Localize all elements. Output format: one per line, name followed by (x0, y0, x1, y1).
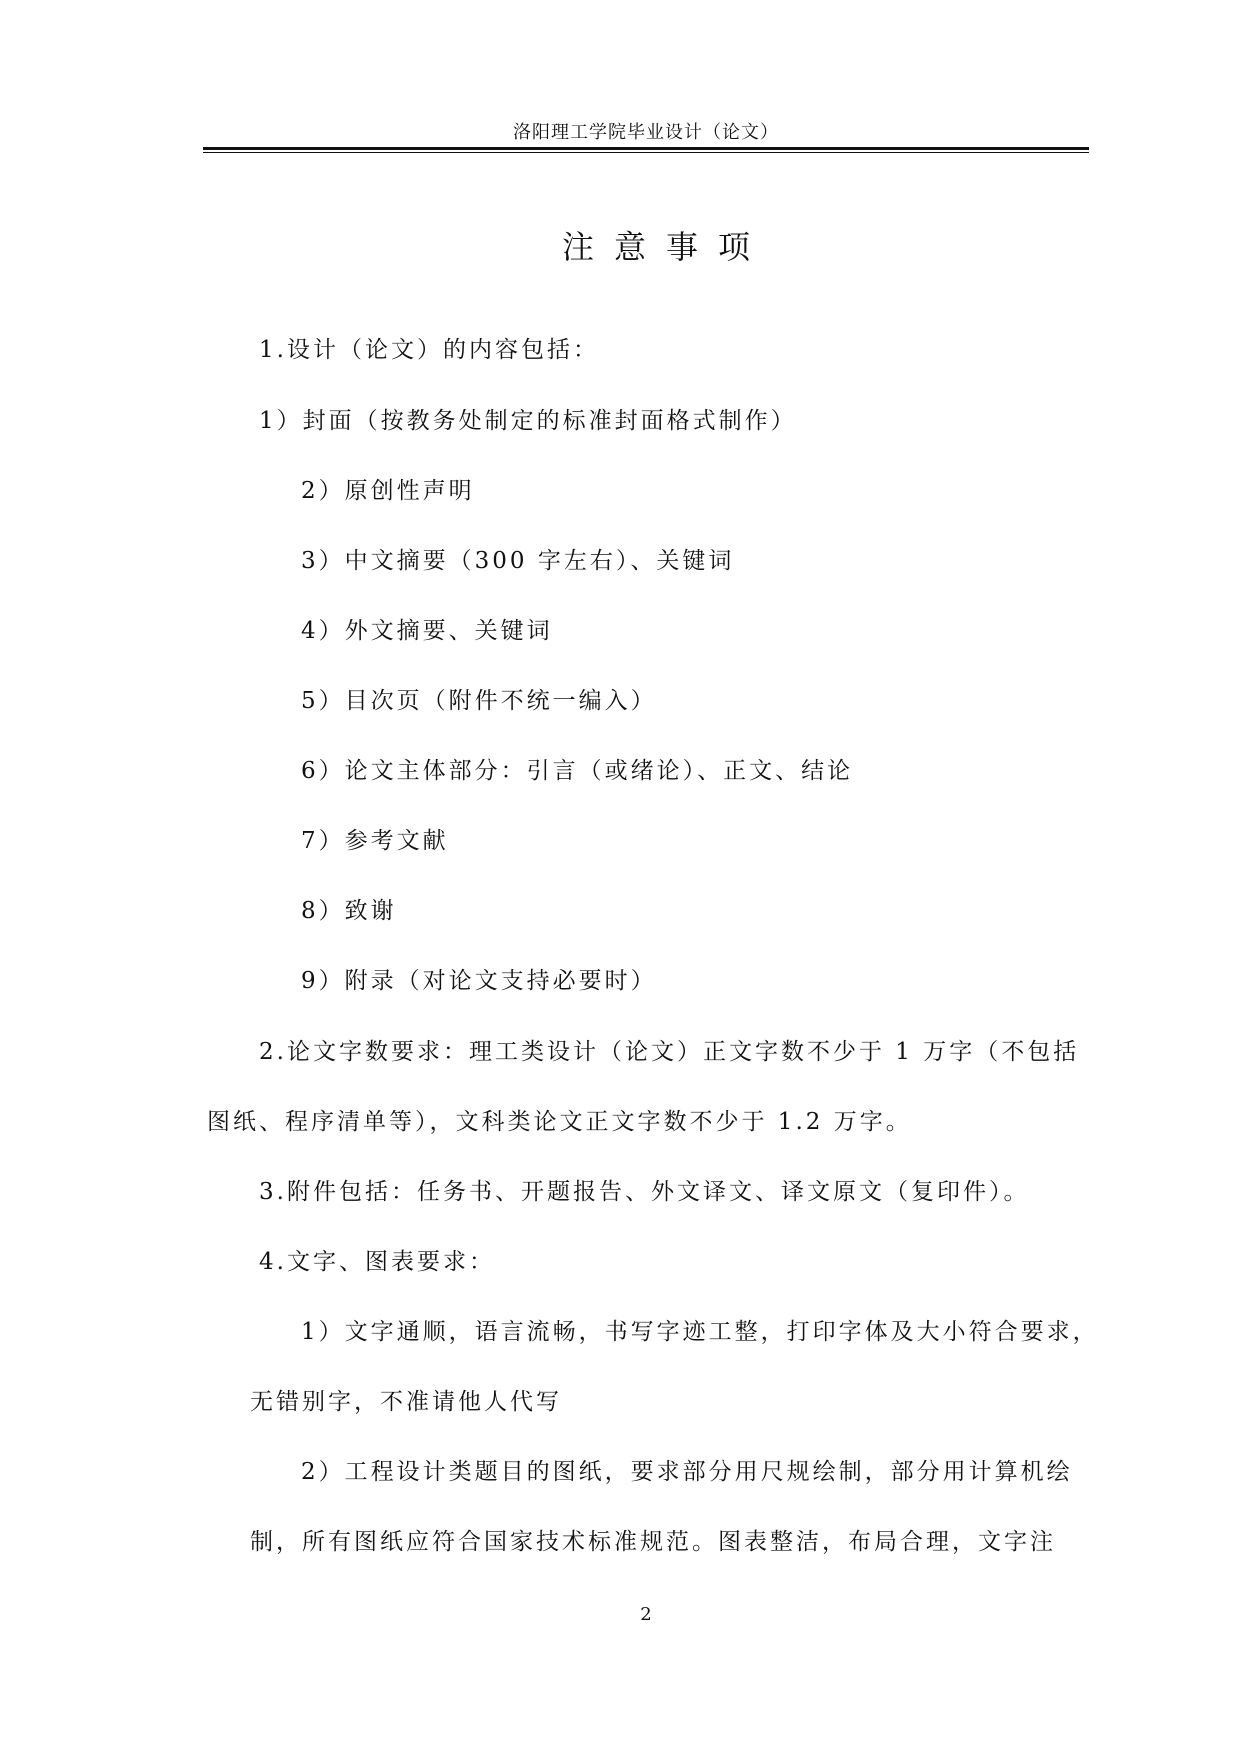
body-line-15: 1）文字通顺，语言流畅，书写字迹工整，打印字体及大小符合要求， (301, 1319, 1099, 1345)
body-line-17: 2）工程设计类题目的图纸，要求部分用尺规绘制，部分用计算机绘 (301, 1459, 1073, 1485)
header-rule-thick (203, 147, 1089, 150)
body-line-8: 7）参考文献 (301, 828, 449, 854)
page-number: 2 (640, 1604, 652, 1625)
body-line-3: 2）原创性声明 (301, 478, 475, 504)
body-line-6: 5）目次页（附件不统一编入） (301, 688, 657, 714)
body-line-7: 6）论文主体部分：引言（或绪论）、正文、结论 (301, 758, 854, 784)
header-rule-thin (203, 152, 1089, 153)
body-line-2: 1）封面（按教务处制定的标准封面格式制作） (259, 408, 797, 434)
body-line-10: 9）附录（对论文支持必要时） (301, 968, 657, 994)
page-title: 注意事项 (561, 228, 770, 266)
body-line-16: 无错别字，不准请他人代写 (250, 1389, 562, 1415)
body-line-13: 3.附件包括：任务书、开题报告、外文译文、译文原文（复印件）。 (259, 1179, 1030, 1205)
body-line-18: 制，所有图纸应符合国家技术标准规范。图表整洁，布局合理，文字注 (250, 1529, 1056, 1555)
body-line-12: 图纸、程序清单等），文科类论文正文字数不少于 1.2 万字。 (207, 1109, 912, 1135)
body-line-9: 8）致谢 (301, 898, 397, 924)
body-line-1: 1.设计（论文）的内容包括： (259, 337, 599, 363)
running-header: 洛阳理工学院毕业设计（论文） (513, 122, 779, 143)
body-line-5: 4）外文摘要、关键词 (301, 618, 553, 644)
body-line-4: 3）中文摘要（300 字左右）、关键词 (301, 548, 735, 574)
body-line-11: 2.论文字数要求：理工类设计（论文）正文字数不少于 1 万字（不包括 (259, 1039, 1080, 1065)
body-line-14: 4.文字、图表要求： (259, 1249, 495, 1275)
